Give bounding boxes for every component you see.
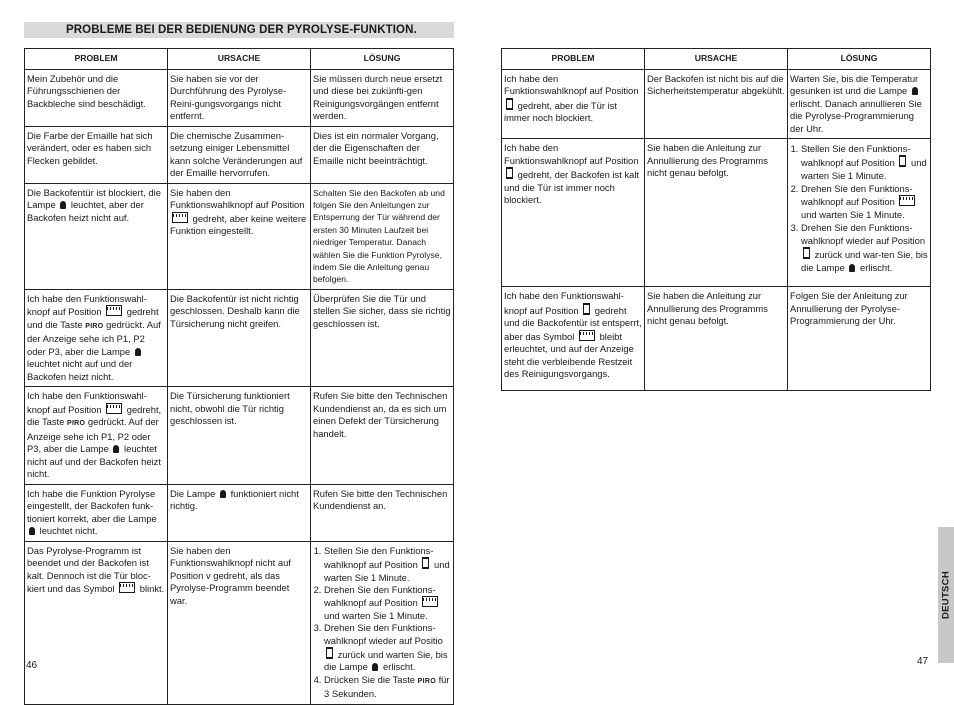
zero-position-icon bbox=[326, 647, 333, 659]
zero-position-icon bbox=[899, 155, 906, 167]
text: Drehen Sie den Funktions-wahlknopf auf Position bbox=[324, 583, 436, 609]
table-row bbox=[502, 139, 931, 287]
text: zurück und war-ten Sie, bis die Lampe bbox=[801, 249, 928, 273]
text: Drehen Sie den Funktions-wahlknopf wieder auf Positio bbox=[324, 622, 443, 646]
text: und warten Sie 1 Minute. bbox=[324, 559, 450, 583]
lock-icon bbox=[113, 445, 119, 453]
text: Drehen Sie den Funktions-wahlknopf wieder auf Position bbox=[801, 222, 926, 246]
text: erlischt. Danach annullieren Sie die Pyrolyse-Programmierung der Uhr. bbox=[790, 97, 922, 134]
text: leuchtet nicht auf und der Backofen heizt nicht. bbox=[27, 443, 161, 480]
text: für 3 Sekunden. bbox=[324, 673, 450, 700]
zero-position-icon bbox=[583, 303, 590, 315]
solution-cell: Rufen Sie bitte den Technischen Kundendienst an, da es sich um einen Defekt der Türsicherung handelt. bbox=[311, 387, 454, 485]
problem-cell bbox=[25, 484, 168, 541]
pyrolysis-icon bbox=[106, 403, 122, 414]
text: Ich habe den Funktionswahl-knopf auf Position bbox=[504, 290, 624, 316]
piro-button-label: PIRO bbox=[85, 322, 104, 330]
list-item bbox=[324, 674, 451, 701]
list-item bbox=[324, 622, 451, 674]
steps-list bbox=[313, 545, 451, 701]
problem-cell bbox=[502, 69, 645, 139]
lock-icon bbox=[849, 264, 855, 272]
header-cause: URSACHE bbox=[645, 49, 788, 70]
text: leuchtet nicht auf und der Backofen heizt nicht. bbox=[27, 358, 133, 382]
cause-cell: Sie haben sie vor der Durchführung des Pyrolyse-Reini-gungsvorgangs nicht entfernt. bbox=[168, 69, 311, 126]
problem-cell bbox=[25, 289, 168, 387]
problem-cell bbox=[25, 541, 168, 704]
table-row bbox=[25, 541, 454, 704]
table-row bbox=[25, 69, 454, 126]
text: Ich habe den Funktionswahlknopf auf Position bbox=[504, 72, 639, 96]
text: Stellen Sie den Funktions-wahlknopf auf Position bbox=[324, 544, 434, 571]
text: leuchtet nicht. bbox=[39, 525, 98, 537]
piro-button-label: PIRO bbox=[66, 420, 86, 428]
text: erlischt. bbox=[383, 661, 416, 673]
header-solution: LÖSUNG bbox=[311, 49, 454, 70]
troubleshooting-table-left bbox=[24, 48, 454, 705]
language-tab-label: DEUTSCH bbox=[940, 570, 952, 620]
cause-cell: Die Türsicherung funktioniert nicht, obwohl die Tür richtig geschlossen ist. bbox=[168, 387, 311, 485]
solution-cell bbox=[311, 541, 454, 704]
problem-cell: Die Farbe der Emaille hat sich verändert, oder es haben sich Flecken gebildet. bbox=[25, 126, 168, 183]
table-header bbox=[25, 49, 454, 70]
table-row bbox=[25, 126, 454, 183]
pyrolysis-icon bbox=[899, 195, 915, 206]
problem-cell bbox=[25, 183, 168, 289]
text: bleibt erleuchtet, und auf der Anzeige steht die verbleibende Restzeit des Reinigungsvorgangs. bbox=[504, 330, 634, 379]
solution-cell: Schalten Sie den Backofen ab und folgen Sie den Anleitungen zur Entsperrung der Tür während der ersten 30 Minuten Laufzeit bei niedriger Temperatur. Danach wählen Sie die Funktion Pyrolyse, indem Sie die Anleitung genau befolgen. bbox=[311, 183, 454, 289]
list-item bbox=[324, 584, 451, 622]
text: und warten Sie 1 Minute. bbox=[801, 157, 927, 181]
text: zurück und warten Sie, bis die Lampe bbox=[324, 649, 448, 673]
text: Das Pyrolyse-Programm ist beendet und der Backofen ist kalt. Dennoch ist die Tür bloc-kiert und das Symbol bbox=[27, 544, 151, 595]
zero-position-icon bbox=[506, 167, 513, 179]
page-number-left: 46 bbox=[26, 660, 38, 671]
lock-icon bbox=[29, 527, 35, 535]
list-item bbox=[324, 545, 451, 584]
problem-cell: Mein Zubehör und die Führungsschienen der Backbleche sind beschädigt. bbox=[25, 69, 168, 126]
list-item bbox=[801, 142, 928, 182]
cause-cell: Sie haben die Anleitung zur Annullierung des Programms nicht genau befolgt. bbox=[645, 287, 788, 391]
text: funktioniert nicht richtig. bbox=[170, 487, 299, 512]
pyrolysis-icon bbox=[422, 596, 438, 607]
table-row bbox=[25, 183, 454, 289]
text: gedreht, aber keine weitere Funktion eingestellt. bbox=[170, 212, 307, 236]
cause-cell: Der Backofen ist nicht bis auf die Sicherheitstemperatur abgekühlt. bbox=[645, 69, 788, 139]
table-row bbox=[25, 484, 454, 541]
text: und warten Sie 1 Minute. bbox=[324, 609, 428, 621]
text: blinkt. bbox=[139, 583, 165, 595]
text: Stellen Sie den Funktions-wahlknopf auf Position bbox=[801, 143, 911, 168]
text: gedreht, aber die Tür ist immer noch blockiert. bbox=[504, 99, 617, 123]
table-row bbox=[25, 289, 454, 387]
header-problem: PROBLEM bbox=[502, 49, 645, 70]
cause-cell: Die Backofentür ist nicht richtig geschlossen. Deshalb kann die Türsicherung nicht greifen. bbox=[168, 289, 311, 387]
header-cause: URSACHE bbox=[168, 49, 311, 70]
text: Ich habe den Funktionswahlknopf auf Position bbox=[504, 142, 639, 166]
text: Drehen Sie den Funktions-wahlknopf auf Position bbox=[801, 183, 913, 207]
piro-button-label: PIRO bbox=[417, 677, 436, 685]
header-solution: LÖSUNG bbox=[788, 49, 931, 70]
cause-cell: Sie haben den Funktionswahlknopf nicht auf Position v gedreht, als das Pyrolyse-Programm beendet war. bbox=[168, 541, 311, 704]
lock-icon bbox=[912, 87, 918, 95]
troubleshooting-table-right bbox=[501, 48, 931, 391]
solution-cell: Dies ist ein normaler Vorgang, der die Eigenschaften der Emaille nicht beeinträchtigt. bbox=[311, 126, 454, 183]
lock-icon bbox=[135, 348, 141, 356]
solution-cell: Rufen Sie bitte den Technischen Kundendienst an. bbox=[311, 484, 454, 541]
text: Warten Sie, bis die Temperatur gesunken ist und die Lampe bbox=[790, 72, 919, 96]
pyrolysis-icon bbox=[579, 330, 595, 341]
cause-cell bbox=[168, 484, 311, 541]
solution-cell bbox=[788, 139, 931, 287]
steps-list bbox=[790, 142, 928, 274]
text: gedrückt. Auf der Anzeige sehe ich P1, P2 oder P3, aber die Lampe bbox=[27, 416, 159, 455]
cause-cell: Die chemische Zusammen-setzung einiger Lebensmittel kann solche Veränderungen auf der Emaille hervorrufen. bbox=[168, 126, 311, 183]
lock-icon bbox=[60, 201, 66, 209]
problem-cell bbox=[502, 139, 645, 287]
pyrolysis-icon bbox=[106, 305, 122, 316]
page-number-right: 47 bbox=[917, 656, 929, 667]
text: Ich habe die Funktion Pyrolyse eingestellt, der Backofen funk-tioniert korrekt, aber die Lampe bbox=[27, 487, 157, 524]
table-row bbox=[502, 287, 931, 391]
text: erlischt. bbox=[860, 262, 893, 273]
zero-position-icon bbox=[506, 98, 513, 110]
section-title: PROBLEME BEI DER BEDIENUNG DER PYROLYSE-FUNKTION. bbox=[24, 22, 454, 38]
cause-cell: Sie haben die Anleitung zur Annullierung des Programms nicht genau befolgt. bbox=[645, 139, 788, 287]
text: gedreht, die Taste bbox=[27, 403, 162, 428]
text: gedrückt. Auf der Anzeige sehe ich P1, P2 oder P3, aber die Lampe bbox=[27, 318, 161, 357]
pyrolysis-icon bbox=[172, 212, 188, 223]
text: Sie haben den Funktionswahlknopf auf Position bbox=[170, 186, 305, 210]
text: gedreht und die Taste bbox=[27, 306, 159, 330]
text: gedreht und die Backofentür ist entsperrt, aber das Symbol bbox=[504, 304, 642, 342]
pyrolysis-icon bbox=[119, 582, 135, 593]
text: Die Lampe bbox=[170, 487, 216, 499]
text: gedreht, der Backofen ist kalt und die Tür ist immer noch blockiert. bbox=[504, 169, 640, 205]
solution-cell bbox=[788, 69, 931, 139]
language-tab bbox=[938, 527, 954, 663]
table-header bbox=[502, 49, 931, 70]
zero-position-icon bbox=[803, 247, 810, 259]
problem-cell bbox=[25, 387, 168, 485]
list-item bbox=[801, 182, 928, 221]
text: Drücken Sie die Taste bbox=[324, 673, 416, 685]
solution-cell: Sie müssen durch neue ersetzt und diese bei zukünfti-gen Reinigungsvorgängen entfernt werden. bbox=[311, 69, 454, 126]
text: und warten Sie 1 Minute. bbox=[801, 209, 905, 220]
solution-cell: Überprüfen Sie die Tür und stellen Sie sicher, dass sie richtig geschlossen ist. bbox=[311, 289, 454, 387]
text: Ich habe den Funktionswahl-knopf auf Position bbox=[27, 292, 147, 318]
lock-icon bbox=[372, 663, 378, 671]
zero-position-icon bbox=[422, 557, 429, 569]
list-item bbox=[801, 221, 928, 274]
table-row bbox=[502, 69, 931, 139]
solution-cell: Folgen Sie der Anleitung zur Annullierung der Pyrolyse-Programmierung der Uhr. bbox=[788, 287, 931, 391]
text: Ich habe den Funktionswahl-knopf auf Position bbox=[27, 390, 147, 415]
problem-cell bbox=[502, 287, 645, 391]
lock-icon bbox=[220, 490, 226, 498]
cause-cell bbox=[168, 183, 311, 289]
text: leuchtet, aber der Backofen heizt nicht auf. bbox=[27, 199, 144, 223]
header-problem: PROBLEM bbox=[25, 49, 168, 70]
table-row bbox=[25, 387, 454, 485]
text: Die Backofentür ist blockiert, die Lampe bbox=[27, 186, 161, 210]
